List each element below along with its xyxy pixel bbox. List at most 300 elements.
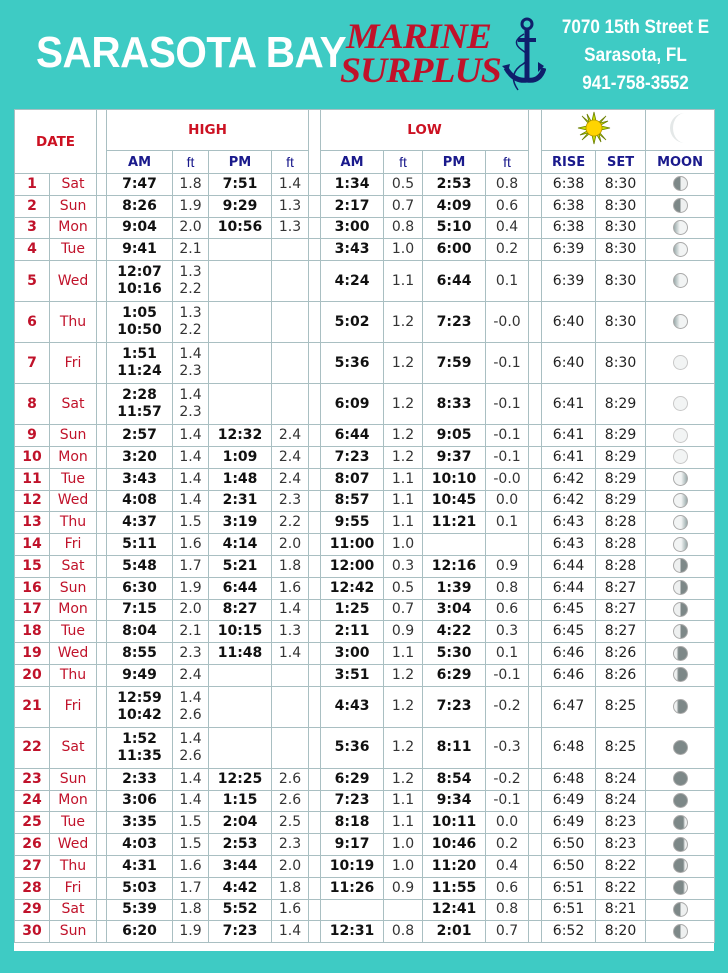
- low-am-time: 4:43: [321, 686, 384, 727]
- high-pm-height: 1.8: [272, 555, 309, 577]
- spacer: [97, 727, 107, 768]
- spacer: [309, 512, 321, 534]
- high-am-height: [173, 425, 209, 447]
- date-number: 8: [15, 384, 50, 425]
- low-am-height: 0.8: [384, 217, 423, 239]
- high-am-height-value: 1.3: [179, 305, 202, 322]
- high-pm-height: 1.8: [272, 877, 309, 899]
- high-am-height-value: 1.9: [179, 579, 202, 596]
- high-am-height: [173, 599, 209, 621]
- high-am-time-value: 5:03: [122, 879, 157, 896]
- moon-phase: [646, 643, 715, 665]
- table-row: [15, 921, 715, 943]
- high-pm-height: [272, 343, 309, 384]
- high-am-time: [107, 425, 173, 447]
- high-am-height: [173, 195, 209, 217]
- spacer: [97, 812, 107, 834]
- high-am-time: [107, 812, 173, 834]
- spacer: [309, 899, 321, 921]
- high-pm-time: [209, 384, 272, 425]
- date-number: 5: [15, 261, 50, 302]
- moon-phase-icon: [673, 515, 688, 530]
- date-number: 19: [15, 643, 50, 665]
- high-pm-time: 10:15: [209, 621, 272, 643]
- spacer: [97, 490, 107, 512]
- low-pm-time: 8:54: [423, 768, 486, 790]
- sunset-time: 8:25: [596, 727, 646, 768]
- table-row: [15, 512, 715, 534]
- low-pm-time: 3:04: [423, 599, 486, 621]
- anchor-icon: [500, 16, 546, 96]
- high-am-height: [173, 512, 209, 534]
- sunrise-time: 6:50: [542, 855, 596, 877]
- low-pm-time: 7:23: [423, 686, 486, 727]
- low-pm-time: 5:10: [423, 217, 486, 239]
- low-am-time: 12:00: [321, 555, 384, 577]
- high-am-height: [173, 261, 209, 302]
- table-row: [15, 490, 715, 512]
- spacer: [529, 899, 542, 921]
- moon-phase-icon: [673, 355, 688, 370]
- moon-phase: [646, 555, 715, 577]
- sunset-time: 8:30: [596, 174, 646, 196]
- spacer: [97, 512, 107, 534]
- date-number: 18: [15, 621, 50, 643]
- high-am-height: [173, 217, 209, 239]
- high-am-time-value: 9:04: [122, 219, 157, 236]
- high-am-time-value: 7:15: [122, 601, 157, 618]
- date-number: 11: [15, 468, 50, 490]
- spacer: [97, 921, 107, 943]
- day-of-week: Sun: [50, 425, 97, 447]
- high-pm-height: [272, 727, 309, 768]
- sunrise-time: 6:40: [542, 302, 596, 343]
- spacer: [529, 686, 542, 727]
- date-number: 24: [15, 790, 50, 812]
- spacer: [529, 217, 542, 239]
- low-pm-time: 12:41: [423, 899, 486, 921]
- moon-phase-icon: [673, 793, 688, 808]
- sunset-time: 8:23: [596, 812, 646, 834]
- low-am-time: 12:31: [321, 921, 384, 943]
- high-am-time-value: 8:26: [122, 197, 157, 214]
- high-am-time: [107, 384, 173, 425]
- low-pm-height: 0.0: [486, 812, 529, 834]
- date-number: 10: [15, 446, 50, 468]
- spacer: [529, 110, 542, 174]
- day-of-week: Thu: [50, 512, 97, 534]
- low-pm-time: 2:53: [423, 174, 486, 196]
- low-pm-time: 7:23: [423, 302, 486, 343]
- moon-phase: [646, 302, 715, 343]
- high-am-time-value: 11:35: [117, 747, 162, 764]
- day-of-week: Sat: [50, 899, 97, 921]
- sun-header: [542, 110, 646, 151]
- high-am-height: [173, 664, 209, 686]
- date-number: 29: [15, 899, 50, 921]
- table-row: [15, 899, 715, 921]
- spacer: [529, 577, 542, 599]
- low-am-height: 0.7: [384, 195, 423, 217]
- high-pm-height: 1.4: [272, 599, 309, 621]
- low-am-height: 1.2: [384, 384, 423, 425]
- sunset-time: 8:27: [596, 621, 646, 643]
- high-am-height: [173, 877, 209, 899]
- high-am-time-value: 6:20: [122, 923, 157, 940]
- low-pm-time: 10:46: [423, 834, 486, 856]
- moon-phase: [646, 261, 715, 302]
- high-am-height-value: 2.2: [179, 322, 202, 339]
- high-pm-time: [209, 686, 272, 727]
- high-am-time-value: 11:24: [117, 363, 162, 380]
- moon-phase: [646, 468, 715, 490]
- low-pm-height: -0.1: [486, 790, 529, 812]
- sunset-time: 8:27: [596, 599, 646, 621]
- high-am-time-value: 3:06: [122, 792, 157, 809]
- date-number: 14: [15, 534, 50, 556]
- high-pm-height: [272, 664, 309, 686]
- high-pm-height: 2.5: [272, 812, 309, 834]
- date-number: 25: [15, 812, 50, 834]
- spacer: [309, 490, 321, 512]
- high-am-time: [107, 217, 173, 239]
- low-am-time: 5:36: [321, 727, 384, 768]
- day-of-week: Mon: [50, 217, 97, 239]
- sunset-time: 8:30: [596, 195, 646, 217]
- date-number: 3: [15, 217, 50, 239]
- day-of-week: Sat: [50, 384, 97, 425]
- marine-surplus-logo: [340, 16, 550, 96]
- sunrise-time: 6:48: [542, 727, 596, 768]
- tide-table-container: [14, 109, 714, 951]
- high-pm-height: 2.6: [272, 790, 309, 812]
- moon-phase: [646, 577, 715, 599]
- day-of-week: Wed: [50, 261, 97, 302]
- sunset-time: 8:30: [596, 261, 646, 302]
- high-am-height-value: 1.5: [179, 836, 202, 853]
- sunrise-time: 6:42: [542, 490, 596, 512]
- spacer: [97, 174, 107, 196]
- high-am-height-value: 2.6: [179, 706, 202, 723]
- high-pm-height: 2.3: [272, 490, 309, 512]
- high-am-height-value: 1.5: [179, 814, 202, 831]
- low-am-time: 9:55: [321, 512, 384, 534]
- date-number: 20: [15, 664, 50, 686]
- low-am-time: 3:00: [321, 643, 384, 665]
- high-pm-height: 2.4: [272, 468, 309, 490]
- high-am-height-value: 2.4: [179, 666, 202, 683]
- moon-header: [646, 110, 715, 151]
- low-am-height: 1.2: [384, 302, 423, 343]
- spacer: [309, 261, 321, 302]
- moon-phase-icon: [673, 580, 688, 595]
- sunset-time: 8:20: [596, 921, 646, 943]
- high-pm-time: 12:25: [209, 768, 272, 790]
- high-am-height: [173, 577, 209, 599]
- spacer: [97, 855, 107, 877]
- high-am-height-value: 2.6: [179, 747, 202, 764]
- spacer: [97, 555, 107, 577]
- sunrise-time: 6:50: [542, 834, 596, 856]
- high-pm-time: 7:23: [209, 921, 272, 943]
- date-number: 30: [15, 921, 50, 943]
- col-high-pm-ft: ft: [272, 151, 309, 174]
- col-sunrise: RISE: [542, 151, 596, 174]
- sunset-time: 8:28: [596, 512, 646, 534]
- low-am-height: 1.2: [384, 343, 423, 384]
- low-am-height: 1.2: [384, 664, 423, 686]
- low-pm-time: 10:45: [423, 490, 486, 512]
- table-row: [15, 599, 715, 621]
- high-pm-height: 1.3: [272, 217, 309, 239]
- high-pm-height: 2.4: [272, 446, 309, 468]
- moon-phase-icon: [673, 493, 688, 508]
- high-am-time: [107, 834, 173, 856]
- day-of-week: Wed: [50, 643, 97, 665]
- high-pm-height: 2.2: [272, 512, 309, 534]
- sunrise-time: 6:43: [542, 512, 596, 534]
- high-am-time-value: 12:59: [117, 689, 162, 706]
- sunset-time: 8:26: [596, 664, 646, 686]
- low-pm-time: 8:33: [423, 384, 486, 425]
- moon-phase: [646, 195, 715, 217]
- sunrise-time: 6:38: [542, 195, 596, 217]
- low-am-time: 1:25: [321, 599, 384, 621]
- high-am-height-value: 2.3: [179, 645, 202, 662]
- table-row: [15, 217, 715, 239]
- high-am-height-value: 1.4: [179, 448, 202, 465]
- high-pm-height: 1.4: [272, 643, 309, 665]
- col-low-am-ft: ft: [384, 151, 423, 174]
- high-am-time-value: 2:57: [122, 427, 157, 444]
- high-am-time: [107, 343, 173, 384]
- table-row: [15, 577, 715, 599]
- moon-phase: [646, 812, 715, 834]
- high-am-height: [173, 384, 209, 425]
- low-pm-time: 2:01: [423, 921, 486, 943]
- high-am-time: [107, 174, 173, 196]
- low-am-time: 5:02: [321, 302, 384, 343]
- spacer: [529, 555, 542, 577]
- moon-phase: [646, 855, 715, 877]
- sunset-time: 8:28: [596, 534, 646, 556]
- low-am-height: [384, 899, 423, 921]
- day-of-week: Sat: [50, 727, 97, 768]
- high-am-height-value: 1.4: [179, 492, 202, 509]
- moon-phase: [646, 512, 715, 534]
- table-row: [15, 664, 715, 686]
- table-row: [15, 302, 715, 343]
- moon-phase: [646, 621, 715, 643]
- high-am-height-value: 1.4: [179, 427, 202, 444]
- spacer: [309, 555, 321, 577]
- high-am-height: [173, 643, 209, 665]
- high-am-time-value: 2:28: [122, 387, 157, 404]
- moon-phase: [646, 446, 715, 468]
- date-header: DATE: [15, 110, 97, 174]
- day-of-week: Thu: [50, 664, 97, 686]
- sunset-time: 8:25: [596, 686, 646, 727]
- high-am-height: [173, 899, 209, 921]
- low-pm-time: 12:16: [423, 555, 486, 577]
- high-am-time: [107, 599, 173, 621]
- low-am-time: 10:19: [321, 855, 384, 877]
- high-pm-time: 3:19: [209, 512, 272, 534]
- high-am-height-value: 1.4: [179, 730, 202, 747]
- moon-phase: [646, 490, 715, 512]
- day-of-week: Fri: [50, 686, 97, 727]
- spacer: [529, 490, 542, 512]
- day-of-week: Sun: [50, 577, 97, 599]
- sunset-time: 8:29: [596, 384, 646, 425]
- moon-phase-icon: [673, 220, 688, 235]
- spacer: [309, 727, 321, 768]
- table-row: [15, 834, 715, 856]
- high-pm-height: 2.4: [272, 425, 309, 447]
- tide-table: [14, 109, 715, 943]
- spacer: [97, 195, 107, 217]
- low-am-time: 11:00: [321, 534, 384, 556]
- high-am-time: [107, 512, 173, 534]
- moon-phase-icon: [673, 924, 688, 939]
- day-of-week: Wed: [50, 490, 97, 512]
- high-am-height: [173, 768, 209, 790]
- high-am-time-value: 8:04: [122, 623, 157, 640]
- high-pm-time: 11:48: [209, 643, 272, 665]
- high-am-time-value: 6:30: [122, 579, 157, 596]
- spacer: [529, 877, 542, 899]
- sunrise-time: 6:45: [542, 599, 596, 621]
- low-am-height: 1.0: [384, 239, 423, 261]
- low-pm-height: -0.3: [486, 727, 529, 768]
- sunset-time: 8:30: [596, 302, 646, 343]
- date-number: 23: [15, 768, 50, 790]
- high-am-time-value: 10:50: [117, 322, 162, 339]
- sunrise-time: 6:46: [542, 643, 596, 665]
- date-number: 9: [15, 425, 50, 447]
- spacer: [309, 110, 321, 174]
- high-am-height: [173, 834, 209, 856]
- high-am-time-value: 9:49: [122, 666, 157, 683]
- high-pm-time: [209, 727, 272, 768]
- low-pm-time: 9:37: [423, 446, 486, 468]
- date-number: 4: [15, 239, 50, 261]
- sunrise-time: 6:47: [542, 686, 596, 727]
- high-am-time-value: 3:35: [122, 814, 157, 831]
- col-moon-phase: MOON: [646, 151, 715, 174]
- spacer: [529, 174, 542, 196]
- sunrise-time: 6:39: [542, 261, 596, 302]
- spacer: [309, 812, 321, 834]
- spacer: [97, 664, 107, 686]
- moon-phase-icon: [673, 624, 688, 639]
- moon-phase: [646, 899, 715, 921]
- spacer: [97, 621, 107, 643]
- low-pm-time: 4:22: [423, 621, 486, 643]
- high-pm-height: [272, 384, 309, 425]
- low-am-height: 1.1: [384, 261, 423, 302]
- spacer: [97, 790, 107, 812]
- low-am-height: 1.0: [384, 834, 423, 856]
- moon-phase: [646, 384, 715, 425]
- table-row: [15, 261, 715, 302]
- low-am-height: 1.2: [384, 727, 423, 768]
- low-pm-time: 7:59: [423, 343, 486, 384]
- high-am-time: [107, 555, 173, 577]
- high-am-height-value: 1.6: [179, 536, 202, 553]
- sunset-time: 8:22: [596, 855, 646, 877]
- spacer: [309, 834, 321, 856]
- date-number: 6: [15, 302, 50, 343]
- moon-phase-icon: [673, 198, 688, 213]
- moon-phase: [646, 921, 715, 943]
- table-row: [15, 790, 715, 812]
- high-pm-time: [209, 343, 272, 384]
- sunset-time: 8:28: [596, 555, 646, 577]
- low-am-time: 3:00: [321, 217, 384, 239]
- high-am-time: [107, 239, 173, 261]
- store-address: [561, 14, 710, 98]
- sunrise-time: 6:49: [542, 812, 596, 834]
- moon-phase-icon: [673, 646, 688, 661]
- day-of-week: Mon: [50, 599, 97, 621]
- low-tide-header: LOW: [321, 110, 529, 151]
- high-pm-time: [209, 261, 272, 302]
- low-am-time: 7:23: [321, 446, 384, 468]
- high-am-time: [107, 664, 173, 686]
- table-row: [15, 425, 715, 447]
- low-am-height: 0.9: [384, 621, 423, 643]
- sunrise-time: 6:38: [542, 217, 596, 239]
- table-row: [15, 812, 715, 834]
- high-pm-time: [209, 664, 272, 686]
- spacer: [97, 534, 107, 556]
- high-am-time: [107, 855, 173, 877]
- low-pm-height: 0.8: [486, 577, 529, 599]
- low-am-height: 1.0: [384, 534, 423, 556]
- table-row: [15, 195, 715, 217]
- low-pm-time: 9:05: [423, 425, 486, 447]
- moon-phase: [646, 834, 715, 856]
- sunrise-time: 6:39: [542, 239, 596, 261]
- sunrise-time: 6:38: [542, 174, 596, 196]
- high-am-time-value: 10:16: [117, 281, 162, 298]
- low-pm-height: 0.7: [486, 921, 529, 943]
- high-am-height: [173, 686, 209, 727]
- low-am-time: 8:07: [321, 468, 384, 490]
- high-am-time-value: 1:05: [122, 305, 157, 322]
- high-pm-height: 2.0: [272, 534, 309, 556]
- spacer: [97, 261, 107, 302]
- day-of-week: Tue: [50, 621, 97, 643]
- low-am-time: 9:17: [321, 834, 384, 856]
- high-am-height-value: 1.8: [179, 901, 202, 918]
- high-pm-height: 1.3: [272, 195, 309, 217]
- low-pm-height: 0.6: [486, 877, 529, 899]
- spacer: [309, 686, 321, 727]
- spacer: [529, 664, 542, 686]
- address-street: 7070 15th Street E: [561, 17, 710, 38]
- spacer: [529, 834, 542, 856]
- low-am-height: 1.2: [384, 686, 423, 727]
- high-am-time: [107, 643, 173, 665]
- low-am-height: 1.2: [384, 425, 423, 447]
- sunset-time: 8:21: [596, 899, 646, 921]
- high-am-height-value: 1.4: [179, 470, 202, 487]
- spacer: [97, 768, 107, 790]
- day-of-week: Wed: [50, 834, 97, 856]
- moon-phase: [646, 425, 715, 447]
